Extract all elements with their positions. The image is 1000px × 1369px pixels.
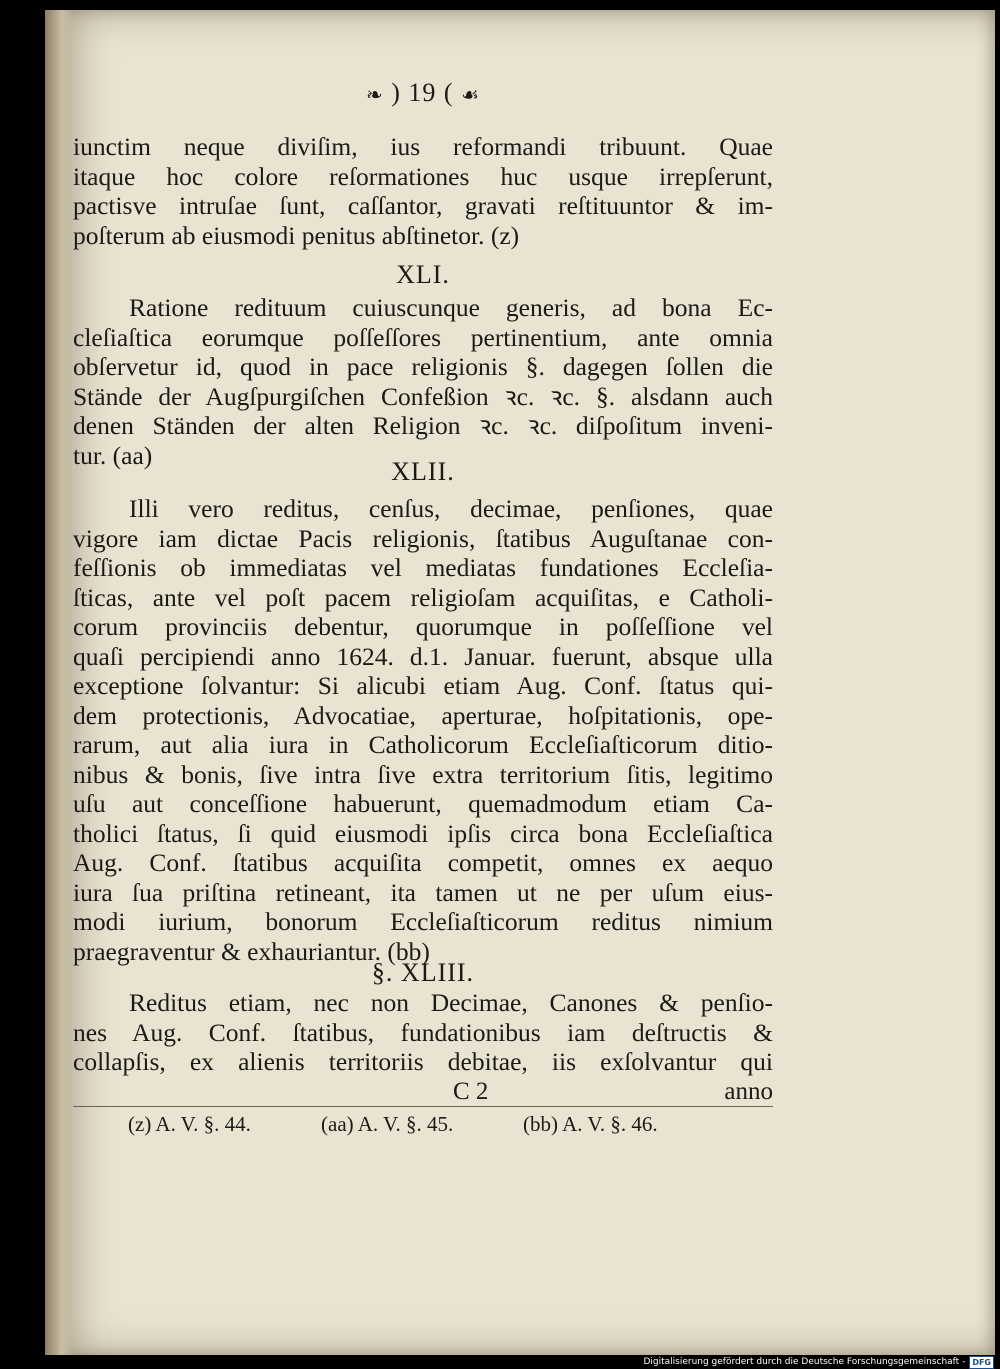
text-line: itaque hoc colore reſormationes huc usque irrepſerunt,	[73, 161, 773, 191]
ornament-left-icon: ❧	[365, 84, 384, 107]
page-header	[73, 78, 773, 108]
paragraph-40-end	[73, 132, 773, 250]
text-line: Illi vero reditus, cenſus, decimae, penſiones, quae	[129, 494, 773, 523]
credit-bar	[0, 1355, 1000, 1369]
footnote-bb: (bb) A. V. §. 46.	[523, 1112, 658, 1136]
ornament-right-icon: ☙	[461, 84, 481, 107]
text-line: tholici ſtatus, ſi quid eiusmodi ipſis circa bona Eccleſiaſtica	[73, 818, 773, 848]
text-line: iunctim neque diviſim, ius reformandi tribuunt. Quae	[73, 132, 773, 161]
text-line: denen Ständen der alten Religion ꝛc. ꝛc. diſpoſitum inveni-	[73, 411, 773, 440]
dfg-logo-icon: DFG	[969, 1356, 994, 1369]
section-heading-xlii: XLII.	[391, 457, 455, 486]
text-line: rarum, aut alia iura in Catholicorum Eccleſiaſticorum ditio-	[73, 730, 773, 759]
text-line: iura ſua priſtina retineant, ita tamen ut ne per uſum eius-	[73, 877, 773, 907]
catchword: anno	[724, 1078, 773, 1105]
text-line: vigore iam dictae Pacis religionis, ſtatibus Auguſtanae con-	[73, 523, 773, 553]
footnote-z: (z) A. V. §. 44.	[128, 1112, 251, 1136]
text-line: obſervetur id, quod in pace religionis §. dagegen ſollen die	[73, 352, 773, 381]
credit-line	[643, 1355, 994, 1369]
text-line: Stände der Augſpurgiſchen Confeßion ꝛc. ꝛc. §. alsdann auch	[73, 381, 773, 411]
text-line: corum provinciis debentur, quorumque in poſſeſſione vel	[73, 612, 773, 641]
text-line: ſticas, ante vel poſt pacem religioſam acquiſitas, e Catholi-	[73, 582, 773, 612]
text-line: nibus & bonis, ſive intra ſive extra territorium ſitis, legitimo	[73, 759, 773, 789]
text-line: quaſi percipiendi anno 1624. d.1. Januar. fuerunt, absque ulla	[73, 641, 773, 671]
footnote-aa: (aa) A. V. §. 45.	[321, 1112, 454, 1136]
text-line: collapſis, ex alienis territoriis debitae, iis exſolvantur qui	[73, 1047, 773, 1076]
credit-text: Digitalisierung gefördert durch die Deutsche Forschungsgemeinschaft -	[643, 1357, 966, 1367]
text-line: pactisve intruſae ſunt, caſſantor, gravati reſtituuntor & im-	[73, 191, 773, 220]
text-line: dem protectionis, Advocatiae, aperturae, hoſpitationis, ope-	[73, 700, 773, 730]
text-line: Ratione redituum cuiuscunque generis, ad bona Ec-	[129, 293, 773, 322]
text-line: exceptione ſolvantur: Si alicubi etiam Aug. Conf. ſtatus qui-	[73, 671, 773, 700]
text-line: Reditus etiam, nec non Decimae, Canones & penſio-	[129, 988, 773, 1017]
paragraph-41	[73, 293, 773, 470]
text-line: modi iurium, bonorum Eccleſiaſticorum reditus nimium	[73, 907, 773, 936]
text-line: Aug. Conf. ſtatibus acquiſita competit, omnes ex aequo	[73, 848, 773, 877]
paragraph-42	[73, 494, 773, 966]
page-number: ) 19 (	[391, 78, 454, 107]
text-line: cleſiaſtica eorumque poſſeſſores pertinentium, ante omnia	[73, 322, 773, 352]
text-line: praegraventur & exhauriantur. (bb)	[73, 936, 430, 966]
text-line: poſterum ab eiusmodi penitus abſtinetor. (z)	[73, 220, 520, 250]
page-gutter-shadow	[45, 10, 73, 1355]
signature-mark: C 2	[453, 1078, 489, 1105]
text-line: nes Aug. Conf. ſtatibus, fundationibus iam deſtructis &	[73, 1017, 773, 1047]
text-line: uſu aut conceſſione habuerunt, quemadmodum etiam Ca-	[73, 789, 773, 818]
paragraph-43	[73, 988, 773, 1077]
section-heading-xli: XLI.	[396, 260, 450, 289]
section-heading-xliii: §. XLIII.	[371, 958, 475, 987]
text-line: tur. (aa)	[73, 440, 153, 470]
text-line: feſſionis ob immediatas vel mediatas fundationes Eccleſia-	[73, 553, 773, 582]
footnote-rule	[73, 1106, 773, 1107]
